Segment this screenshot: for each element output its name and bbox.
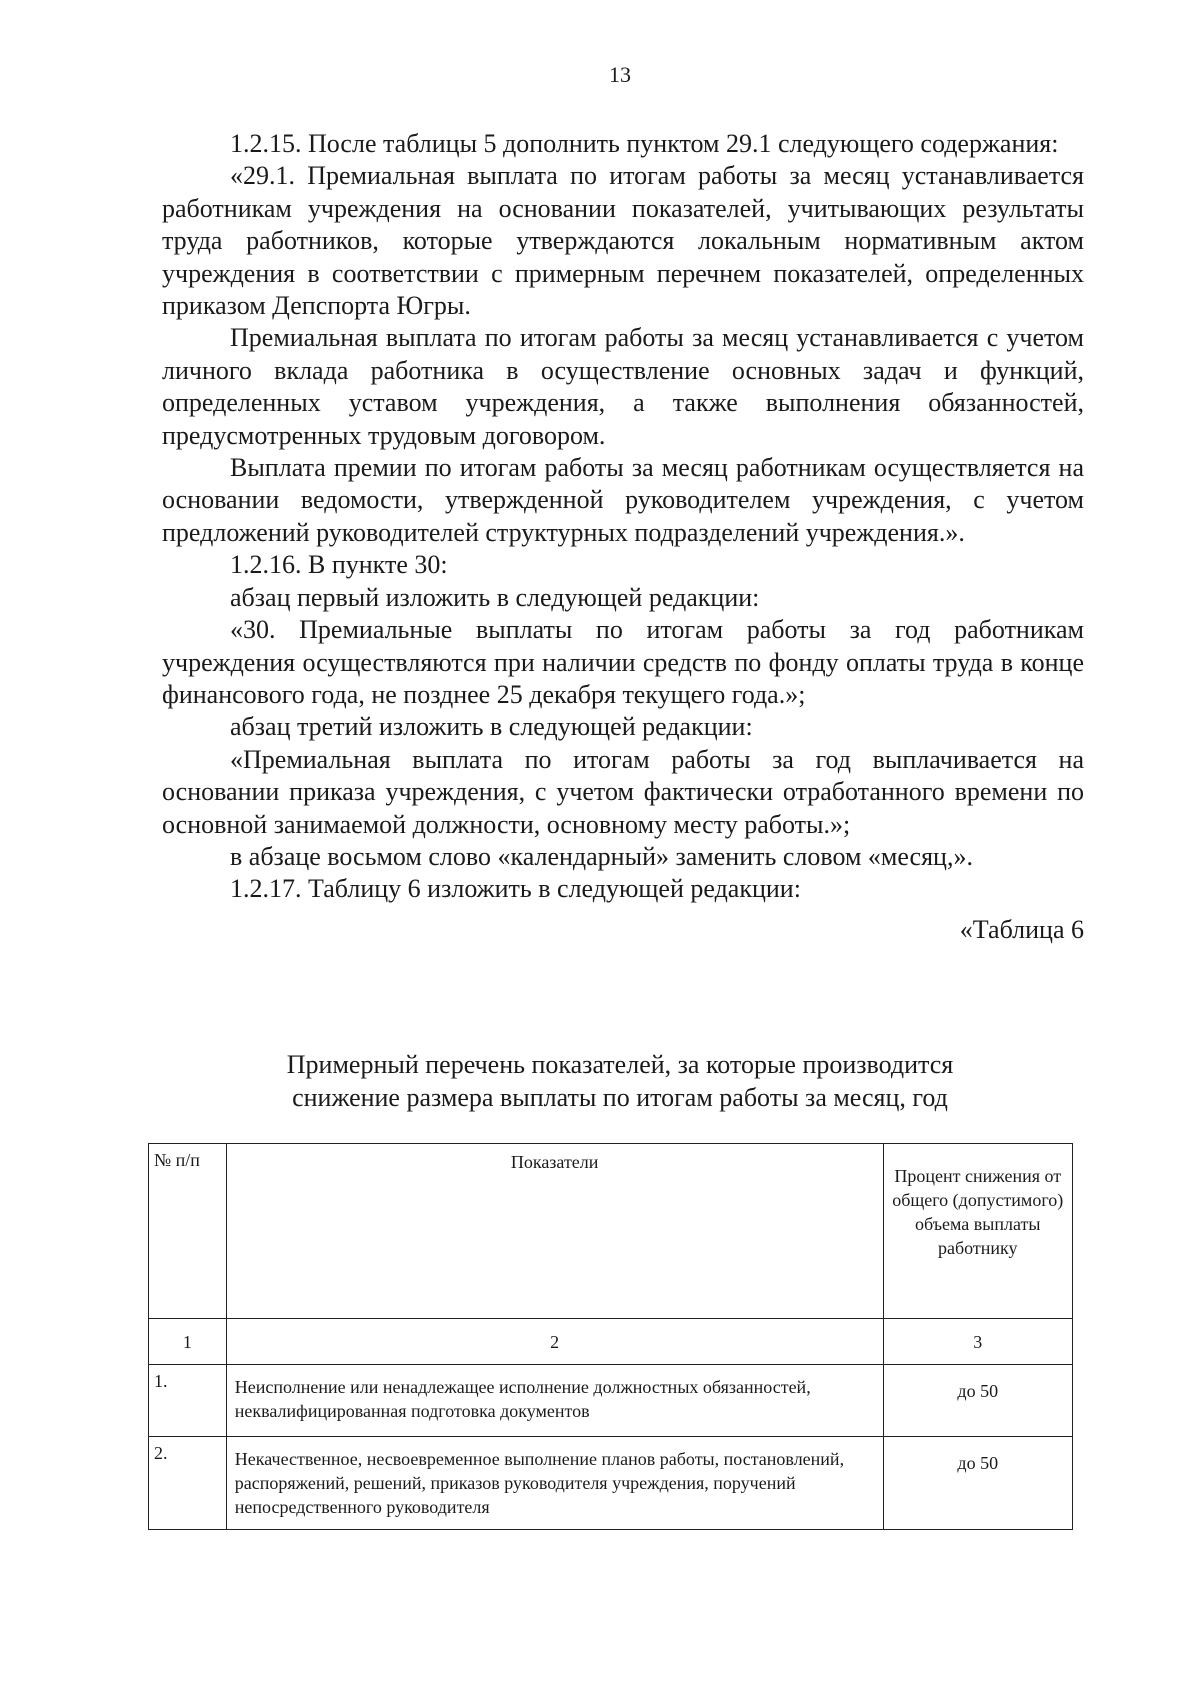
table-header-row — [149, 1144, 1073, 1319]
row-indicator: Некачественное, несвоевременное выполнение планов работы, постановлений, распоряжений, решений, приказов руководителя учреждения, поручений непосредственного руководителя — [226, 1437, 883, 1530]
header-num: № п/п — [149, 1144, 227, 1319]
indicators-table — [148, 1143, 1073, 1530]
column-number: 2 — [226, 1319, 883, 1365]
row-num: 1. — [149, 1365, 227, 1437]
table-title-line-2: снижение размера выплаты по итогам работы за месяц, год — [292, 1083, 948, 1112]
column-number: 3 — [883, 1319, 1073, 1365]
header-percent: Процент снижения от общего (допустимого) объема выплаты работнику — [883, 1144, 1073, 1319]
table-title — [200, 1048, 1040, 1114]
table-title-line-1: Примерный перечень показателей, за которые производится — [286, 1050, 954, 1079]
paragraph-first-paragraph-edit: абзац первый изложить в следующей редакции: — [230, 582, 760, 612]
table-label: «Таблица 6 — [959, 914, 1084, 944]
paragraph-yearly-bonus: «Премиальная выплата по итогам работы за год выплачивается на основании приказа учреждения, с учетом фактически отработанного времени по основной занимаемой должности, основному месту работы.»; — [162, 744, 1084, 839]
paragraph-30: «30. Премиальные выплаты по итогам работы за год работникам учреждения осуществляются при наличии средств по фонду оплаты труда в конце финансового года, не позднее 25 декабря текущего года.»; — [162, 615, 1084, 709]
row-indicator: Неисполнение или ненадлежащее исполнение должностных обязанностей, неквалифицированная подготовка документов — [226, 1365, 883, 1437]
paragraph-eighth-paragraph: в абзаце восьмом слово «календарный» заменить словом «месяц,». — [230, 841, 973, 871]
paragraph-bonus-payment: Выплата премии по итогам работы за месяц работникам осуществляется на основании ведомости, утвержденной руководителем учреждения, с учетом предложений руководителей структурных подразделений учреждения.». — [162, 453, 1084, 547]
row-num: 2. — [149, 1437, 227, 1530]
paragraph-1-2-16: 1.2.16. В пункте 30: — [230, 550, 448, 580]
header-indicator: Показатели — [226, 1144, 883, 1319]
column-number: 1 — [149, 1319, 227, 1365]
paragraph-1-2-17: 1.2.17. Таблицу 6 изложить в следующей редакции: — [230, 874, 801, 904]
paragraph-third-paragraph-edit: абзац третий изложить в следующей редакции: — [230, 712, 753, 742]
paragraph-29-1: «29.1. Премиальная выплата по итогам работы за месяц устанавливается работникам учреждения на основании показателей, учитывающих результаты труда работников, которые утверждаются локальным нормативным актом учреждения в соответствии с примерным перечнем показателей, определенных приказом Депспорта Югры. — [162, 161, 1084, 321]
table-row — [149, 1437, 1073, 1530]
paragraph-personal-contribution: Премиальная выплата по итогам работы за месяц устанавливается с учетом личного вклада работника в осуществление основных задач и функций, определенных уставом учреждения, а также выполнения обязанностей, предусмотренных трудовым договором. — [162, 323, 1084, 450]
paragraph-1-2-15: 1.2.15. После таблицы 5 дополнить пунктом 29.1 следующего содержания: — [230, 129, 1059, 158]
row-percent: до 50 — [883, 1365, 1073, 1437]
row-percent: до 50 — [883, 1437, 1073, 1530]
column-number-row — [149, 1319, 1073, 1365]
page-number: 13 — [609, 62, 631, 87]
body-text — [162, 128, 1084, 946]
table-row — [149, 1365, 1073, 1437]
